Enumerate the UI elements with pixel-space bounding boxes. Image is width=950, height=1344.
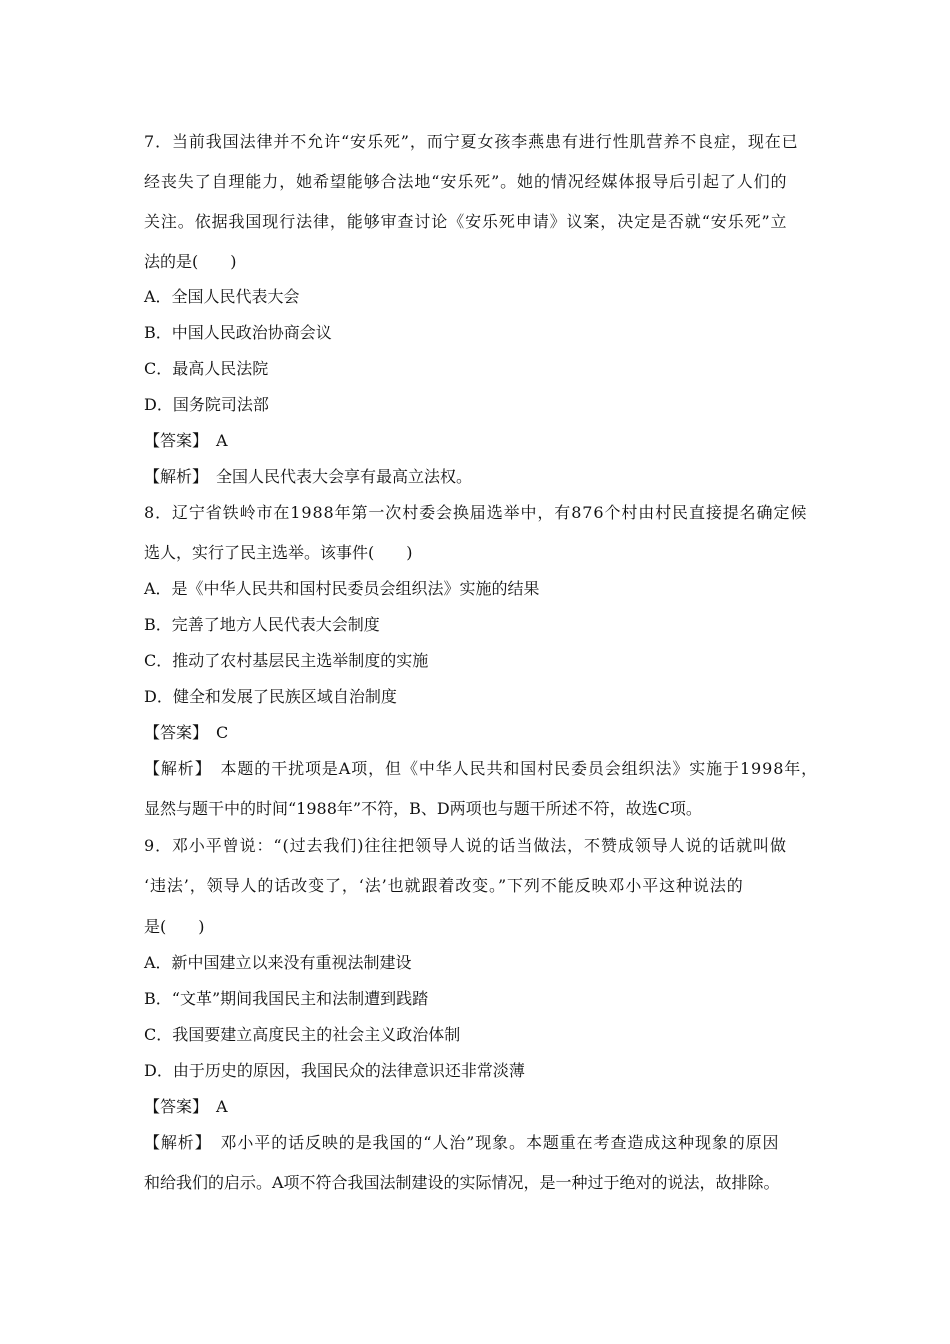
- q7-option-c: C．最高人民法院: [144, 359, 269, 378]
- q9-option-a: A．新中国建立以来没有重视法制建设: [144, 953, 412, 972]
- q8-stem-line-2: 选人，实行了民主选举。该事件( ): [144, 543, 413, 562]
- q7-stem-line-1: 7．当前我国法律并不允许“安乐死”，而宁夏女孩李燕患有进行性肌营养不良症，现在已: [144, 132, 799, 151]
- q9-analysis-line-2: 和给我们的启示。A项不符合我国法制建设的实际情况，是一种过于绝对的说法，故排除。: [144, 1173, 780, 1192]
- q8-analysis-line-1: 【解析】 本题的干扰项是A项，但《中华人民共和国村民委员会组织法》实施于1998年，: [144, 759, 819, 778]
- q7-option-a: A．全国人民代表大会: [144, 287, 300, 306]
- q8-analysis-line-2: 显然与题干中的时间“1988年”不符，B、D两项也与题干所述不符，故选C项。: [144, 799, 702, 818]
- q7-stem-line-3: 关注。依据我国现行法律，能够审查讨论《安乐死申请》议案，决定是否就“安乐死”立: [144, 212, 788, 231]
- q9-option-c: C．我国要建立高度民主的社会主义政治体制: [144, 1025, 461, 1044]
- q7-stem-line-2: 经丧失了自理能力，她希望能够合法地“安乐死”。她的情况经媒体报导后引起了人们的: [144, 172, 788, 191]
- q8-option-d: D．健全和发展了民族区域自治制度: [144, 687, 397, 706]
- q9-answer: 【答案】 A: [144, 1097, 228, 1116]
- q8-stem-line-1: 8．辽宁省铁岭市在1988年第一次村委会换届选举中，有876个村由村民直接提名确定候: [144, 503, 808, 522]
- q7-analysis-line-1: 【解析】 全国人民代表大会享有最高立法权。: [144, 467, 473, 486]
- q7-option-b: B．中国人民政治协商会议: [144, 323, 332, 342]
- q8-option-b: B．完善了地方人民代表大会制度: [144, 615, 380, 634]
- q8-option-c: C．推动了农村基层民主选举制度的实施: [144, 651, 429, 670]
- q7-answer: 【答案】 A: [144, 431, 228, 450]
- q8-answer: 【答案】 C: [144, 723, 229, 742]
- q8-option-a: A．是《中华人民共和国村民委员会组织法》实施的结果: [144, 579, 540, 598]
- q9-option-d: D．由于历史的原因，我国民众的法律意识还非常淡薄: [144, 1061, 525, 1080]
- q9-analysis-line-1: 【解析】 邓小平的话反映的是我国的“人治”现象。本题重在考查造成这种现象的原因: [144, 1133, 780, 1152]
- q9-stem-line-1: 9．邓小平曾说：“(过去我们)往往把领导人说的话当做法，不赞成领导人说的话就叫做: [144, 836, 787, 855]
- q7-option-d: D．国务院司法部: [144, 395, 269, 414]
- q9-stem-line-2: ‘违法’，领导人的话改变了，‘法’也就跟着改变。”下列不能反映邓小平这种说法的: [144, 876, 744, 895]
- q7-stem-line-4: 法的是( ): [144, 252, 237, 271]
- q9-stem-line-3: 是( ): [144, 917, 205, 936]
- q9-option-b: B．“文革”期间我国民主和法制遭到践踏: [144, 989, 429, 1008]
